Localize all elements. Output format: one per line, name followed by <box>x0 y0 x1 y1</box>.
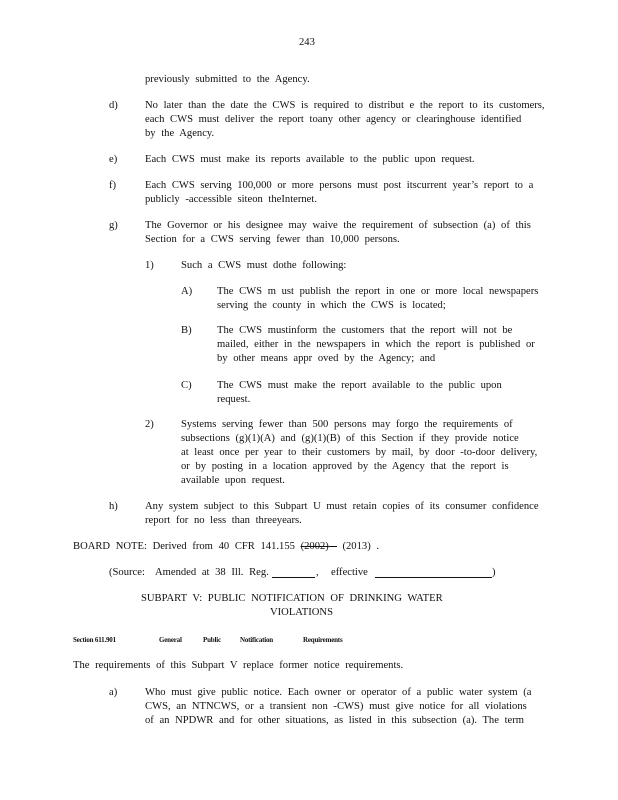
board-note-struck-year: (2002) <box>300 541 329 552</box>
board-note-strike-dash <box>329 546 337 547</box>
item-d-line: No later than the date the CWS is required to distribut e the report to its customers, <box>145 100 545 111</box>
item-d-line: by the Agency. <box>145 128 215 139</box>
item-e-line: Each CWS must make its reports available to the public upon request. <box>145 154 475 165</box>
item-label-d: d) <box>109 100 118 111</box>
item-g-line: Section for a CWS serving fewer than 10,000 persons. <box>145 234 400 245</box>
subitem-2-line: Systems serving fewer than 500 persons may forgo the requirements of <box>181 419 513 430</box>
subitem-label-1: 1) <box>145 260 154 271</box>
subpart-heading: SUBPART V: PUBLIC NOTIFICATION OF DRINKING WATER <box>141 593 443 604</box>
source-effective: effective <box>331 567 368 578</box>
item-d-line: each CWS must deliver the report toany other agency or clearinghouse identified <box>145 114 522 125</box>
item-f-line: Each CWS serving 100,000 or more persons must post itscurrent year’s report to a <box>145 180 534 191</box>
clause-label-B: B) <box>181 325 192 336</box>
item-h-line: report for no less than threeyears. <box>145 515 302 526</box>
section-title-word: General <box>159 636 182 644</box>
subpart-heading-line2: VIOLATIONS <box>270 607 333 618</box>
subitem-1-text: Such a CWS must dothe following: <box>181 260 347 271</box>
subitem-2-line: available upon request. <box>181 475 285 486</box>
item-label-f: f) <box>109 180 117 191</box>
source-open: (Source: <box>109 567 145 578</box>
item-g-line: The Governor or his designee may waive the requirement of subsection (a) of this <box>145 220 531 231</box>
clause-C-line: request. <box>217 394 251 405</box>
clause-label-C: C) <box>181 380 192 391</box>
intro-text: The requirements of this Subpart V replace former notice requirements. <box>73 660 404 671</box>
board-note-prefix: BOARD NOTE: Derived from 40 CFR 141.155 <box>73 541 295 552</box>
board-note <box>73 540 379 554</box>
clause-A-line: The CWS m ust publish the report in one or more local newspapers <box>217 286 539 297</box>
item-label-h: h) <box>109 501 118 512</box>
section-title-word: Notification <box>240 636 273 644</box>
item-a-line: CWS, an NTNCWS, or a transient non -CWS) must give notice for all violations <box>145 701 527 712</box>
item-label-a: a) <box>109 687 118 698</box>
item-label-g: g) <box>109 220 118 231</box>
subitem-2-line: or by posting in a location approved by the Agency that the report is <box>181 461 509 472</box>
source-amended: Amended at 38 Ill. Reg. <box>155 567 269 578</box>
item-h-line: Any system subject to this Subpart U must retain copies of its consumer confidence <box>145 501 539 512</box>
page-number: 243 <box>299 37 315 48</box>
subitem-label-2: 2) <box>145 419 154 430</box>
clause-B-line: The CWS mustinform the customers that the report will not be <box>217 325 513 336</box>
clause-B-line: mailed, either in the newspapers in which the report is published or <box>217 339 535 350</box>
section-number: Section 611.901 <box>73 636 116 644</box>
source-reg-blank <box>272 566 315 578</box>
clause-C-line: The CWS must make the report available to the public upon <box>217 380 502 391</box>
section-title-word: Requirements <box>303 636 343 644</box>
clause-A-line: serving the county in which the CWS is located; <box>217 300 446 311</box>
source-effective-blank <box>375 566 492 578</box>
subitem-2-line: subsections (g)(1)(A) and (g)(1)(B) of this Section if they provide notice <box>181 433 519 444</box>
item-a-line: of an NPDWR and for other situations, as listed in this subsection (a). The term <box>145 715 524 726</box>
section-title-word: Public <box>203 636 221 644</box>
clause-B-line: by other means appr oved by the Agency; and <box>217 353 436 364</box>
source-comma: , <box>316 567 319 578</box>
subitem-2-line: at least once per year to their customers by mail, by door -to-door delivery, <box>181 447 538 458</box>
board-note-suffix: (2013) . <box>342 541 380 552</box>
source-close: ) <box>492 567 496 578</box>
item-label-e: e) <box>109 154 118 165</box>
continuation-text: previously submitted to the Agency. <box>145 74 310 85</box>
item-f-line: publicly -accessible siteon theInternet. <box>145 194 317 205</box>
item-a-line: Who must give public notice. Each owner or operator of a public water system (a <box>145 687 532 698</box>
clause-label-A: A) <box>181 286 193 297</box>
